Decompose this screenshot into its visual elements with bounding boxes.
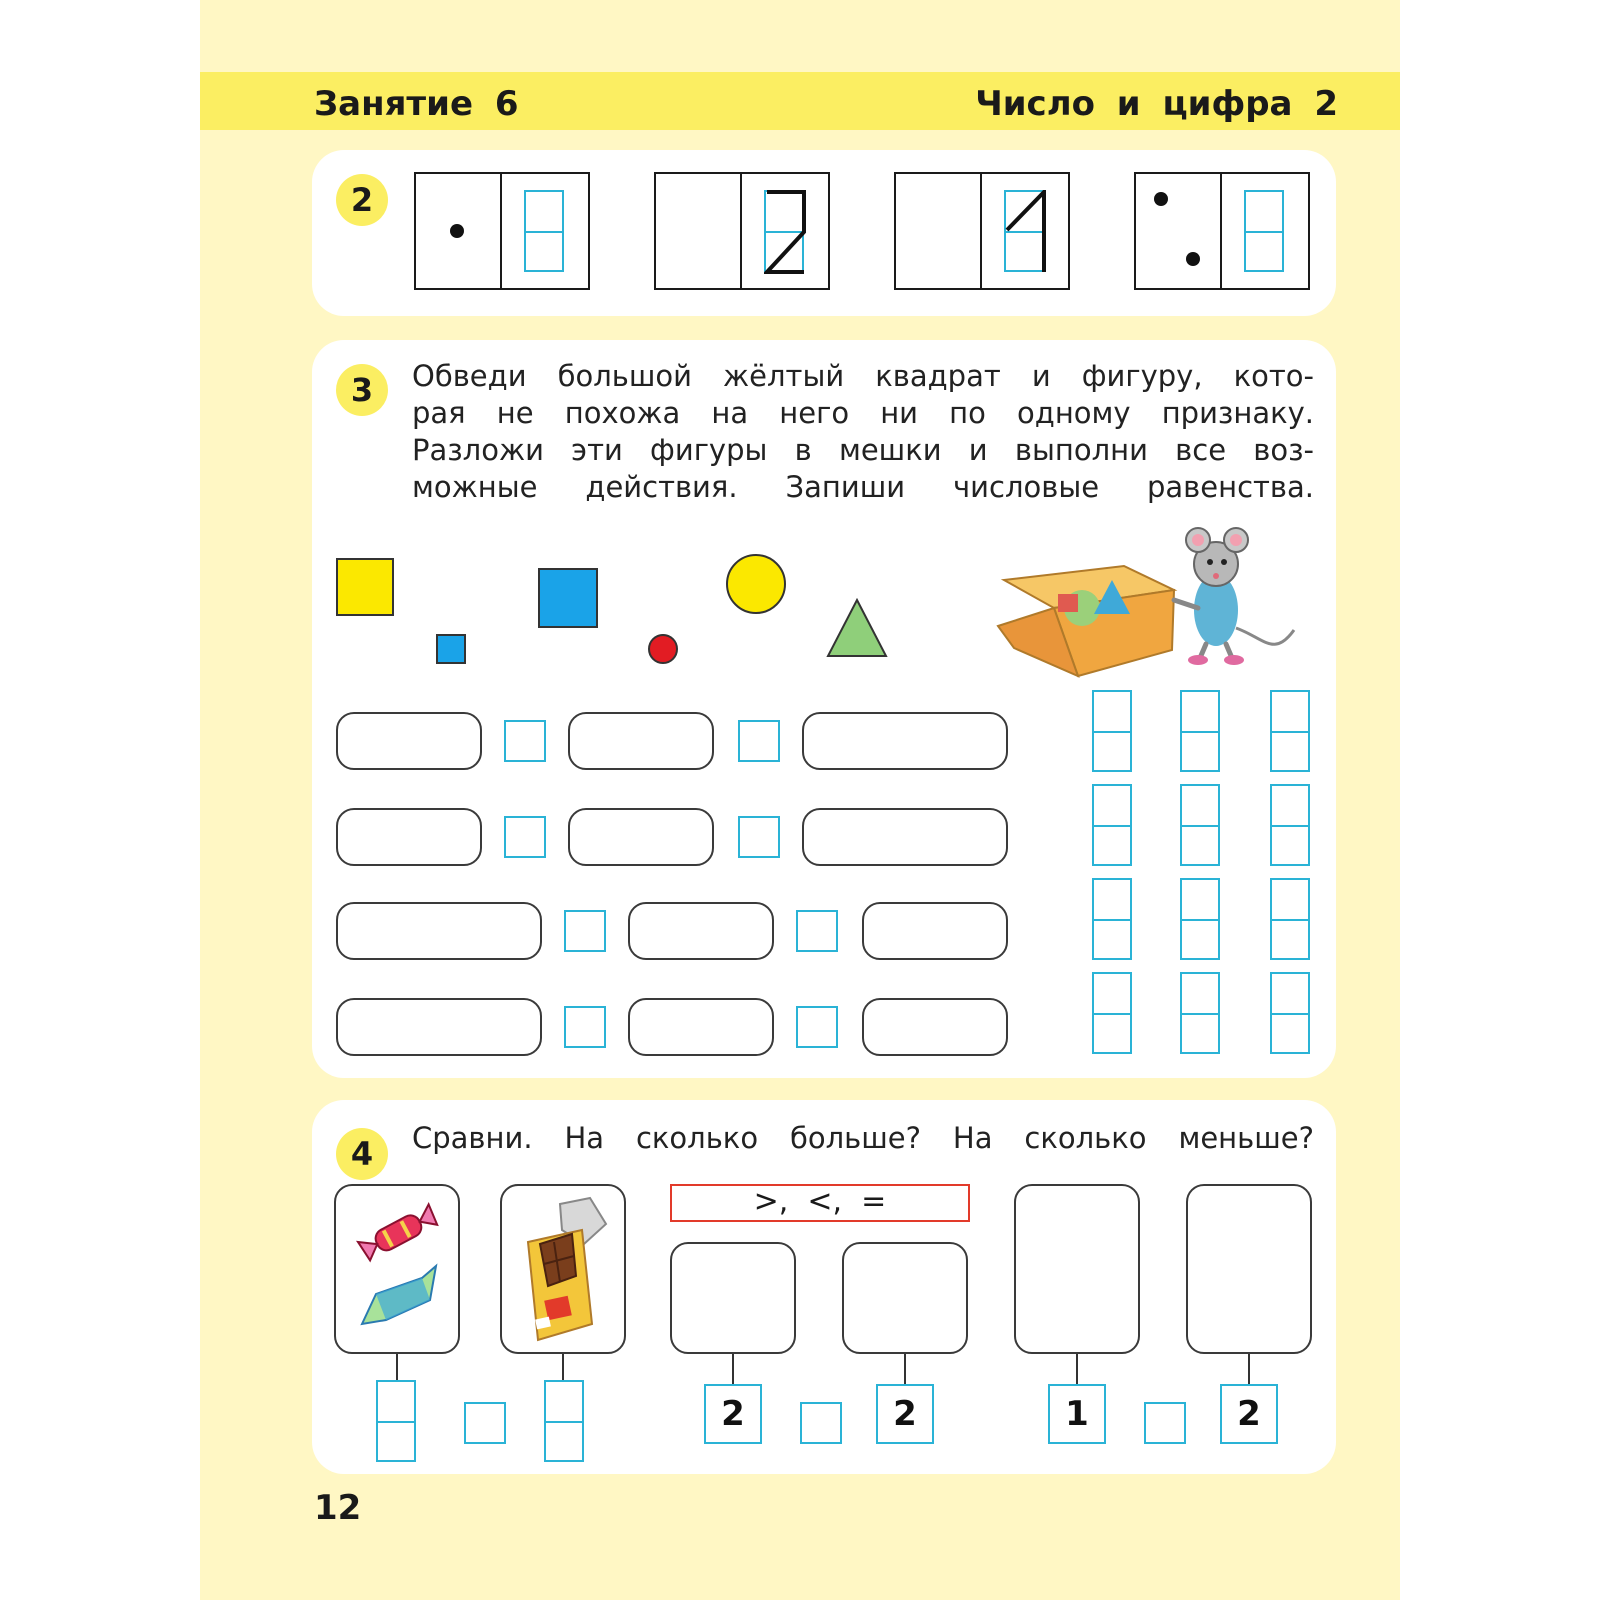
candies-picture — [346, 1196, 450, 1342]
card-divider — [1220, 172, 1222, 290]
digit-cell[interactable] — [1270, 784, 1310, 866]
bag-slot[interactable] — [862, 998, 1008, 1056]
bag-slot[interactable] — [336, 998, 542, 1056]
value-cell: 1 — [1048, 1384, 1106, 1444]
bag-slot[interactable] — [802, 808, 1008, 866]
card-divider — [740, 172, 742, 290]
digit-cell[interactable] — [1270, 972, 1310, 1054]
page-number: 12 — [314, 1488, 362, 1528]
digit-cell[interactable] — [1092, 690, 1132, 772]
bag-slot[interactable] — [628, 902, 774, 960]
small-blue-square[interactable] — [436, 634, 466, 664]
bag-slot[interactable] — [862, 902, 1008, 960]
picture-box-empty[interactable] — [670, 1242, 796, 1354]
picture-box-empty[interactable] — [1186, 1184, 1312, 1354]
instruction-line-2: рая не похожа на него ни по одному признаку. — [412, 396, 1314, 430]
sign-cell[interactable] — [564, 910, 606, 952]
connector-line — [1076, 1354, 1078, 1384]
lesson-title: Занятие 6 — [314, 84, 519, 124]
connector-line — [396, 1354, 398, 1380]
comparison-signs: >, <, = — [670, 1184, 970, 1222]
sign-cell[interactable] — [504, 816, 546, 858]
digit-cell[interactable] — [1092, 878, 1132, 960]
big-blue-square[interactable] — [538, 568, 598, 628]
digit-cell[interactable] — [1270, 878, 1310, 960]
count-cell-chocolate[interactable] — [544, 1380, 584, 1462]
sign-cell[interactable] — [464, 1402, 506, 1444]
digit-cell[interactable] — [1092, 972, 1132, 1054]
sign-cell[interactable] — [738, 720, 780, 762]
digit-one-sample — [1004, 190, 1048, 276]
connector-line — [904, 1354, 906, 1384]
digit-cell[interactable] — [1180, 972, 1220, 1054]
mouse-with-box-illustration — [994, 518, 1314, 678]
card-divider — [980, 172, 982, 290]
topic-title: Число и цифра 2 — [975, 84, 1338, 124]
big-yellow-circle[interactable] — [726, 554, 786, 614]
sign-cell[interactable] — [504, 720, 546, 762]
dot — [450, 224, 464, 238]
digit-cell[interactable] — [1180, 784, 1220, 866]
bag-slot[interactable] — [568, 712, 714, 770]
digit-cell[interactable] — [1180, 878, 1220, 960]
sign-cell[interactable] — [1144, 1402, 1186, 1444]
instruction-line-1: Обведи большой жёлтый квадрат и фигуру, кото- — [412, 359, 1314, 393]
connector-line — [562, 1354, 564, 1380]
task2-badge: 2 — [336, 174, 388, 226]
connector-line — [1248, 1354, 1250, 1384]
bag-slot[interactable] — [336, 808, 482, 866]
digit-cell-4[interactable] — [1244, 190, 1284, 272]
bag-slot[interactable] — [628, 998, 774, 1056]
picture-box-empty[interactable] — [842, 1242, 968, 1354]
sign-cell[interactable] — [796, 910, 838, 952]
value-cell: 2 — [704, 1384, 762, 1444]
digit-cell[interactable] — [1180, 690, 1220, 772]
value-cell: 2 — [876, 1384, 934, 1444]
digit-two-sample — [764, 190, 808, 276]
bag-slot[interactable] — [336, 902, 542, 960]
card-divider — [500, 172, 502, 290]
small-red-circle[interactable] — [648, 634, 678, 664]
sign-cell[interactable] — [800, 1402, 842, 1444]
chocolate-picture — [510, 1194, 616, 1344]
sign-cell[interactable] — [796, 1006, 838, 1048]
task4-badge: 4 — [336, 1128, 388, 1180]
sign-cell[interactable] — [738, 816, 780, 858]
digit-cell-1[interactable] — [524, 190, 564, 272]
big-yellow-square[interactable] — [336, 558, 394, 616]
digit-cell[interactable] — [1270, 690, 1310, 772]
instruction-line: Сравни. На сколько больше? На сколько меньше? — [412, 1121, 1314, 1155]
dot — [1186, 252, 1200, 266]
count-cell-candies[interactable] — [376, 1380, 416, 1462]
digit-cell[interactable] — [1092, 784, 1132, 866]
task4-instructions — [412, 1120, 1314, 1157]
green-triangle[interactable] — [826, 598, 888, 658]
bag-slot[interactable] — [568, 808, 714, 866]
bag-slot[interactable] — [802, 712, 1008, 770]
task3-instructions — [412, 358, 1314, 506]
instruction-line-3: Разложи эти фигуры в мешки и выполни все воз- — [412, 433, 1314, 467]
picture-box-empty[interactable] — [1014, 1184, 1140, 1354]
sign-cell[interactable] — [564, 1006, 606, 1048]
task3-badge: 3 — [336, 364, 388, 416]
bag-slot[interactable] — [336, 712, 482, 770]
connector-line — [732, 1354, 734, 1384]
value-cell: 2 — [1220, 1384, 1278, 1444]
instruction-line-4: можные действия. Запиши числовые равенства. — [412, 470, 1314, 504]
dot — [1154, 192, 1168, 206]
